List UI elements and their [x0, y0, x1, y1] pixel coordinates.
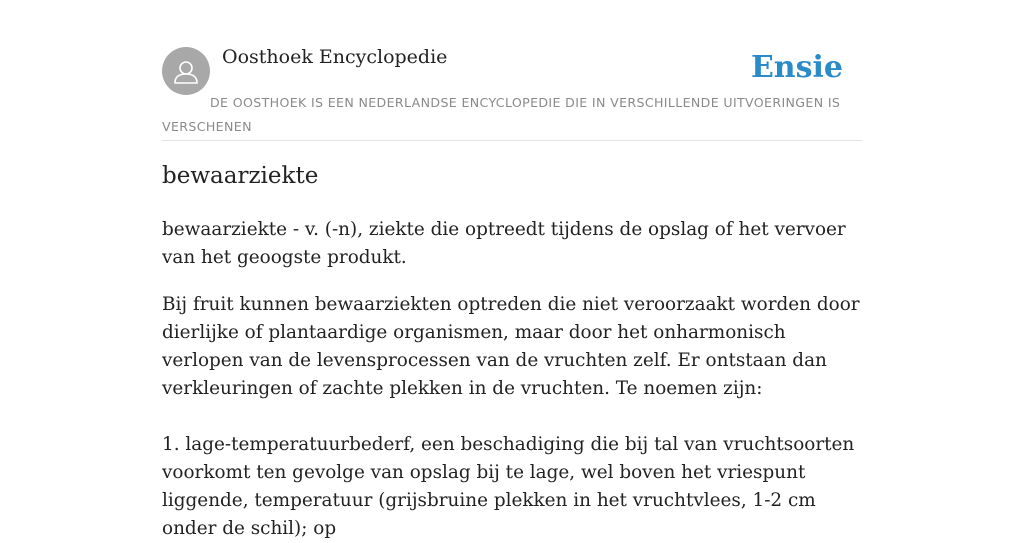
source-description: DE OOSTHOEK IS EEN NEDERLANDSE ENCYCLOPEDIE DIE IN VERSCHILLENDE UITVOERINGEN IS VERSCHENEN	[162, 95, 841, 134]
entry-paragraph-body: Bij fruit kunnen bewaarziekten optreden die niet veroorzaakt worden door dierlijke of plantaardige organismen, maar door het onharmonisch verlopen van de levensprocessen van de vruchten zelf. Er ontstaan dan verkleuringen of zachte plekken in de vruchten. Te noemen zijn:	[162, 294, 860, 399]
user-avatar-icon[interactable]	[162, 47, 210, 95]
source-title[interactable]: Oosthoek Encyclopedie	[222, 46, 448, 68]
entry-title: bewaarziekte	[162, 163, 319, 189]
user-silhouette-icon	[162, 47, 210, 95]
source-header	[162, 0, 862, 141]
entry-paragraph-definition: bewaarziekte - v. (-n), ziekte die optreedt tijdens de opslag of het vervoer van het geoogste produkt.	[162, 219, 846, 268]
entry-paragraph-list: 1. lage-temperatuurbederf, een beschadiging die bij tal van vruchtsoorten voorkomt ten gevolge van opslag bij te lage, wel boven het vriespunt liggende, temperatuur (grijsbruine plekken in het vruchtvlees, 1-2 cm onder de schil); op	[162, 434, 855, 539]
ensie-logo[interactable]: Ensie	[750, 50, 843, 85]
page-container	[162, 0, 862, 539]
